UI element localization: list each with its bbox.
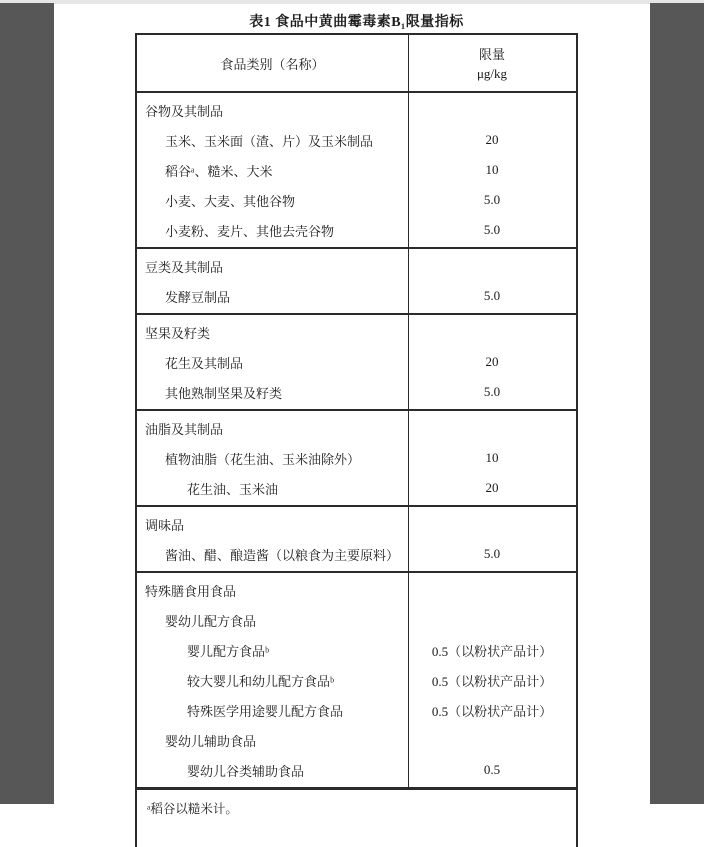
- food-category-cell: 植物油脂（花生油、玉米油除外）: [165, 451, 361, 467]
- food-category-cell: 谷物及其制品: [145, 103, 224, 119]
- limit-value-cell: [408, 509, 576, 539]
- food-category-cell: 发酵豆制品: [165, 289, 231, 305]
- table-section-beans: [137, 249, 576, 315]
- table-section-oils: [137, 411, 576, 507]
- limit-value-cell: 20: [485, 132, 499, 147]
- limit-value-cell: [408, 251, 576, 281]
- food-category-cell: 特殊医学用途婴儿配方食品: [187, 703, 344, 719]
- food-category-cell: 酱油、醋、酿造酱（以粮食为主要原料）: [165, 547, 400, 563]
- table-title: 表1 食品中黄曲霉毒素B₁限量指标: [249, 15, 464, 30]
- limit-value-cell: 0.5（以粉状产品计）: [431, 673, 553, 689]
- food-category-cell: 其他熟制坚果及籽类: [165, 385, 283, 401]
- table-section-special-dietary: [137, 573, 576, 787]
- header-limit-label: 限量: [478, 47, 505, 62]
- table-section-grains: [137, 93, 576, 249]
- table-section-nuts: [137, 315, 576, 411]
- limit-value-cell: [408, 413, 576, 443]
- header-limit: [408, 35, 576, 91]
- limit-value-cell: [408, 605, 576, 635]
- limit-value-cell: 20: [485, 480, 499, 495]
- food-category-cell: 玉米、玉米面（渣、片）及玉米制品: [165, 133, 374, 149]
- table-row: [137, 509, 576, 539]
- limit-value-cell: 10: [485, 162, 499, 177]
- table-footnote: ᵃ稻谷以糙米计。: [137, 787, 576, 847]
- table-row: [137, 413, 576, 443]
- table-row: [137, 215, 576, 245]
- right-gutter: [650, 3, 704, 804]
- food-category-cell: 较大婴儿和幼儿配方食品ᵇ: [187, 673, 335, 689]
- limit-value-cell: 10: [485, 450, 499, 465]
- food-category-cell: 调味品: [145, 517, 185, 533]
- food-category-cell: 小麦粉、麦片、其他去壳谷物: [165, 223, 335, 239]
- table-row: [137, 575, 576, 605]
- table-row: [137, 539, 576, 569]
- header-food-category: 食品类别（名称）: [220, 56, 325, 72]
- limit-value-cell: 5.0: [483, 192, 501, 207]
- table-row: [137, 695, 576, 725]
- table-row: [137, 443, 576, 473]
- food-category-cell: 特殊膳食用食品: [145, 583, 237, 599]
- table-section-condiments: [137, 507, 576, 573]
- food-category-cell: 花生油、玉米油: [187, 481, 279, 497]
- column-divider: [408, 35, 409, 787]
- document-page: [54, 4, 650, 816]
- table-row: [137, 281, 576, 311]
- food-category-cell: 花生及其制品: [165, 355, 244, 371]
- food-category-cell: 坚果及籽类: [145, 325, 211, 341]
- food-category-cell: 油脂及其制品: [145, 421, 224, 437]
- limits-table: [135, 33, 578, 847]
- table-row: [137, 251, 576, 281]
- table-row: [137, 317, 576, 347]
- food-category-cell: 稻谷ᵃ、糙米、大米: [165, 163, 273, 179]
- limit-value-cell: [408, 317, 576, 347]
- food-category-cell: 豆类及其制品: [145, 259, 224, 275]
- left-gutter: [0, 3, 54, 804]
- table-row: [137, 377, 576, 407]
- limit-value-cell: [408, 725, 576, 755]
- table-row: [137, 635, 576, 665]
- limit-value-cell: 5.0: [483, 288, 501, 303]
- table-row: [137, 473, 576, 503]
- table-row: [137, 665, 576, 695]
- table-row: [137, 125, 576, 155]
- limit-value-cell: 5.0: [483, 546, 501, 561]
- table-row: [137, 347, 576, 377]
- limit-value-cell: 5.0: [483, 384, 501, 399]
- limit-value-cell: 0.5（以粉状产品计）: [431, 643, 553, 659]
- table-row: [137, 185, 576, 215]
- food-category-cell: 婴幼儿谷类辅助食品: [187, 763, 305, 779]
- limit-value-cell: [408, 95, 576, 125]
- food-category-cell: 婴幼儿配方食品: [165, 613, 257, 629]
- food-category-cell: 婴儿配方食品ᵇ: [187, 643, 270, 659]
- table-row: [137, 725, 576, 755]
- limit-value-cell: 0.5: [483, 762, 501, 777]
- limit-value-cell: 5.0: [483, 222, 501, 237]
- table-row: [137, 155, 576, 185]
- table-header-row: [137, 35, 576, 93]
- limit-value-cell: [408, 575, 576, 605]
- table-row: [137, 755, 576, 785]
- table-row: [137, 605, 576, 635]
- food-category-cell: 婴幼儿辅助食品: [165, 733, 257, 749]
- limit-value-cell: 0.5（以粉状产品计）: [431, 703, 553, 719]
- header-limit-unit: μg/kg: [476, 66, 508, 81]
- table-row: [137, 95, 576, 125]
- food-category-cell: 小麦、大麦、其他谷物: [165, 193, 296, 209]
- limit-value-cell: 20: [485, 354, 499, 369]
